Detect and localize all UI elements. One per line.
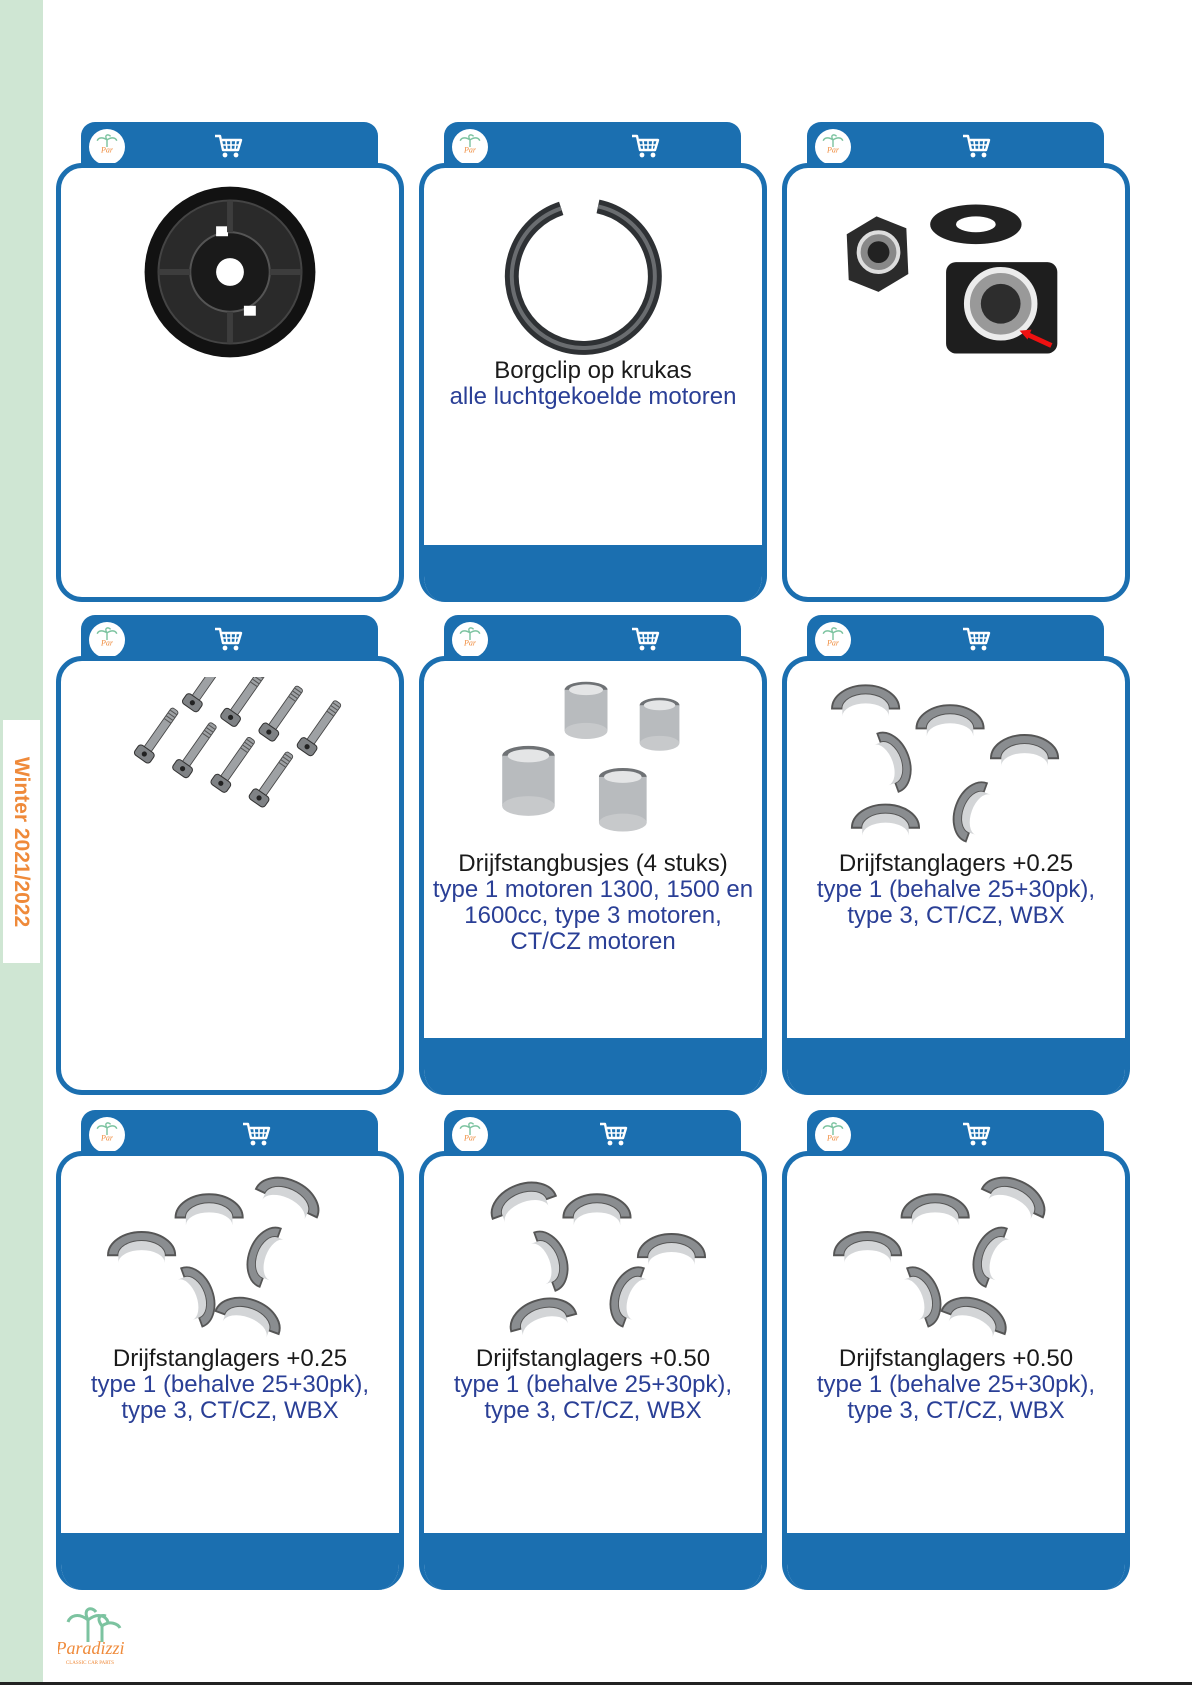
product-subtitle: type 1 (behalve 25+30pk), type 3, CT/CZ, WBX [816,1371,1096,1424]
svg-text:Paradizzi: Paradizzi [58,1638,125,1658]
product-name: Drijfstanglagers +0.50 [475,1345,711,1372]
card-footer [424,545,762,602]
product-name: Drijfstanglagers +0.25 [112,1345,348,1372]
needle-bearing-image [807,184,1105,359]
product-card [419,615,767,1095]
cart-icon[interactable] [630,625,660,653]
brand-logo-icon [452,622,488,658]
bushings-image [444,677,742,852]
brand-logo-icon [89,1117,125,1153]
brand-logo-icon [452,1117,488,1153]
bearing-shells-image [444,1172,742,1347]
brand-logo-icon [815,129,851,165]
card-footer [61,1533,399,1590]
brand-logo-icon [89,129,125,165]
card-frame [56,1151,404,1590]
product-name: Drijfstanglagers +0.50 [838,1345,1074,1372]
card-frame [419,163,767,602]
cart-icon[interactable] [241,1120,271,1148]
product-card [56,122,404,602]
card-frame [56,163,404,602]
cart-icon[interactable] [961,132,991,160]
product-name: Borgclip op krukas [494,357,692,384]
card-footer [424,1533,762,1590]
cart-icon[interactable] [630,132,660,160]
product-description [787,1346,1125,1424]
brand-logo-icon [89,622,125,658]
rod-bolts-image [81,677,379,852]
card-footer [787,1038,1125,1095]
circlip-image [444,184,742,359]
product-card [419,122,767,602]
brand-logo-icon [452,129,488,165]
sidebar [0,0,43,1685]
product-subtitle: alle luchtgekoelde motoren [449,383,737,410]
cart-icon[interactable] [598,1120,628,1148]
bearing-shells-image [807,1172,1105,1347]
product-subtitle: type 1 motoren 1300, 1500 en 1600cc, type 3 motoren, CT/CZ motoren [432,876,754,955]
brand-logo-icon [815,1117,851,1153]
brand-logo-icon [815,622,851,658]
card-frame [419,1151,767,1590]
product-name: Drijfstanglagers +0.25 [838,850,1074,877]
card-footer [424,1038,762,1095]
cart-icon[interactable] [961,625,991,653]
product-card [56,615,404,1095]
card-frame [782,163,1130,602]
cart-icon[interactable] [213,625,243,653]
card-frame [56,656,404,1095]
product-card [782,1110,1130,1590]
card-footer [787,1533,1125,1590]
product-description [61,1346,399,1424]
product-description [424,1346,762,1424]
svg-text:CLASSIC CAR PARTS: CLASSIC CAR PARTS [65,1661,115,1666]
bearing-shells-image [81,1172,379,1347]
product-description [424,851,762,955]
product-subtitle: type 1 (behalve 25+30pk), type 3, CT/CZ, WBX [816,876,1096,929]
product-description [787,851,1125,929]
product-subtitle: type 1 (behalve 25+30pk), type 3, CT/CZ, WBX [453,1371,733,1424]
card-frame [782,1151,1130,1590]
brand-logo [58,1602,128,1672]
cart-icon[interactable] [213,132,243,160]
card-frame [782,656,1130,1095]
product-card [782,615,1130,1095]
product-name: Drijfstangbusjes (4 stuks) [458,850,728,877]
palm-logo-icon [58,1602,128,1672]
product-card [56,1110,404,1590]
product-card [782,122,1130,602]
card-frame [419,656,767,1095]
cart-icon[interactable] [961,1120,991,1148]
product-card [419,1110,767,1590]
product-description [424,358,762,410]
bearing-shells-image [807,677,1105,852]
product-subtitle: type 1 (behalve 25+30pk), type 3, CT/CZ, WBX [90,1371,370,1424]
season-label: Winter 2021/2022 [10,756,34,927]
season-tab [3,720,40,963]
pulley-image [81,184,379,359]
